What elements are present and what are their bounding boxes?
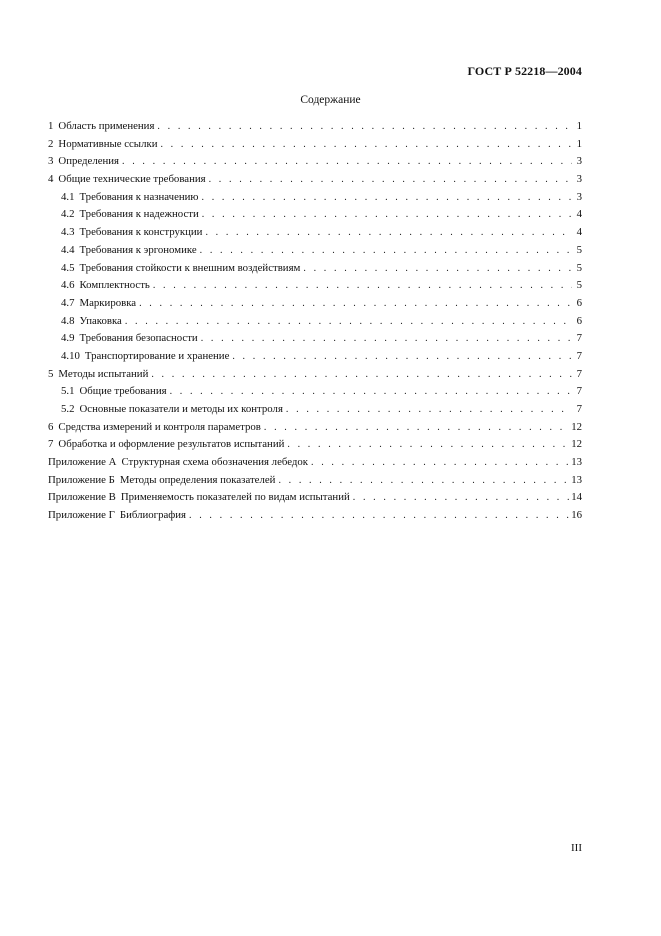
toc-dot-leader bbox=[160, 139, 572, 150]
toc-entry-label: Требования к эргономике bbox=[79, 243, 197, 256]
toc-entry[interactable] bbox=[48, 297, 582, 315]
toc-entry-page: 7 bbox=[576, 367, 582, 380]
toc-entry-text bbox=[61, 191, 199, 203]
toc-entry[interactable] bbox=[48, 120, 582, 138]
toc-entry[interactable] bbox=[48, 244, 582, 262]
toc-entry-label: Требования безопасности bbox=[79, 332, 198, 345]
toc-entry-page: 4 bbox=[576, 226, 582, 239]
toc-entry[interactable] bbox=[48, 191, 582, 209]
toc-entry-text bbox=[61, 208, 199, 220]
toc-entry-text bbox=[48, 491, 350, 503]
toc-entry[interactable] bbox=[48, 509, 582, 527]
toc-dot-leader bbox=[153, 280, 572, 291]
toc-entry[interactable] bbox=[48, 474, 582, 492]
toc-entry-text bbox=[48, 456, 308, 468]
toc-dot-leader bbox=[287, 439, 569, 450]
toc-entry-number: 4.1 bbox=[61, 190, 75, 203]
toc-dot-leader bbox=[202, 192, 573, 203]
toc-entry-page: 7 bbox=[576, 332, 582, 345]
toc-entry-number: 4.9 bbox=[61, 332, 75, 345]
toc-entry-page: 7 bbox=[576, 385, 582, 398]
toc-entry-text bbox=[48, 155, 119, 167]
toc-entry-label: Область применения bbox=[58, 120, 155, 132]
toc-entry[interactable] bbox=[48, 208, 582, 226]
toc-entry[interactable] bbox=[48, 262, 582, 280]
toc-entry-number: Приложение Г bbox=[48, 509, 115, 522]
toc-entry-label: Нормативные ссылки bbox=[58, 137, 158, 150]
toc-dot-leader bbox=[209, 174, 572, 185]
toc-entry-number: 7 bbox=[48, 438, 54, 451]
toc-dot-leader bbox=[189, 510, 569, 521]
toc-dot-leader bbox=[202, 209, 572, 220]
toc-dot-leader bbox=[311, 457, 569, 468]
toc-entry-page: 7 bbox=[576, 349, 582, 362]
toc-entry-page: 3 bbox=[576, 155, 582, 168]
toc-dot-leader bbox=[170, 386, 572, 397]
toc-entry-text bbox=[48, 474, 275, 486]
toc-entry-text bbox=[61, 297, 136, 309]
toc-entry[interactable] bbox=[48, 491, 582, 509]
toc-dot-leader bbox=[151, 369, 572, 380]
toc-entry[interactable] bbox=[48, 403, 582, 421]
toc-entry-text bbox=[48, 509, 186, 521]
toc-entry-label: Требования стойкости к внешним воздействиям bbox=[79, 261, 301, 274]
toc-dot-leader bbox=[201, 333, 572, 344]
toc-entry-page: 16 bbox=[571, 509, 582, 522]
toc-entry-page: 5 bbox=[576, 243, 582, 256]
toc-dot-leader bbox=[303, 263, 572, 274]
toc-entry[interactable] bbox=[48, 456, 582, 474]
toc-entry-number: 1 bbox=[48, 120, 54, 132]
toc-entry-label: Требования к надежности bbox=[79, 208, 199, 221]
toc-entry-text bbox=[61, 403, 283, 415]
toc-entry-number: 4.6 bbox=[61, 279, 75, 292]
toc-entry-number: 4.5 bbox=[61, 261, 75, 274]
toc-entry-page: 1 bbox=[576, 137, 582, 150]
toc-entry-text bbox=[48, 368, 148, 380]
toc-entry-label: Основные показатели и методы их контроля bbox=[79, 403, 283, 415]
toc-entry-page: 5 bbox=[576, 279, 582, 292]
toc-entry-label: Методы определения показателей bbox=[119, 473, 276, 486]
toc-entry-number: Приложение Б bbox=[48, 473, 115, 486]
toc-entry-text bbox=[48, 421, 261, 433]
toc-entry-label: Обработка и оформление результатов испытаний bbox=[58, 438, 285, 451]
toc-dot-leader bbox=[200, 245, 572, 256]
toc-entry[interactable] bbox=[48, 332, 582, 350]
toc-entry-page: 3 bbox=[576, 190, 582, 203]
toc-entry-label: Применяемость показателей по видам испытаний bbox=[120, 491, 350, 504]
toc-entry-text bbox=[61, 332, 198, 344]
toc-dot-leader bbox=[286, 404, 572, 415]
toc-dot-leader bbox=[125, 316, 572, 327]
toc-entry-number: 5.2 bbox=[61, 403, 75, 415]
toc-dot-leader bbox=[139, 298, 572, 309]
toc-entry-number: Приложение В bbox=[48, 491, 116, 504]
toc-dot-leader bbox=[264, 422, 569, 433]
toc-entry-page: 1 bbox=[576, 120, 582, 132]
toc-entry-text bbox=[48, 138, 157, 150]
toc-entry-text bbox=[61, 262, 300, 274]
toc-entry-page: 13 bbox=[571, 473, 582, 486]
toc-entry-number: 5 bbox=[48, 367, 54, 380]
toc-entry-number: 4.10 bbox=[61, 349, 80, 362]
toc-entry[interactable] bbox=[48, 350, 582, 368]
toc-entry-label: Структурная схема обозначения лебедок bbox=[121, 456, 309, 469]
toc-entry-number: 4.4 bbox=[61, 243, 75, 256]
toc-dot-leader bbox=[205, 227, 572, 238]
toc-entry-page: 12 bbox=[571, 420, 582, 433]
toc-entry-number: 4 bbox=[48, 173, 54, 186]
toc-entry-number: 3 bbox=[48, 155, 54, 168]
toc-entry-number: 5.1 bbox=[61, 385, 75, 398]
toc-entry-page: 12 bbox=[571, 438, 582, 451]
toc-entry-page: 6 bbox=[576, 296, 582, 309]
toc-dot-leader bbox=[157, 121, 572, 132]
page-number: III bbox=[571, 842, 582, 854]
toc-entry-label: Упаковка bbox=[79, 314, 122, 327]
toc-entry-page: 13 bbox=[571, 456, 582, 469]
toc-entry[interactable] bbox=[48, 279, 582, 297]
toc-entry[interactable] bbox=[48, 138, 582, 156]
toc-entry-number: 6 bbox=[48, 420, 54, 433]
toc-entry[interactable] bbox=[48, 368, 582, 386]
toc-entry-label: Транспортирование и хранение bbox=[84, 349, 230, 362]
toc-entry-page: 3 bbox=[576, 173, 582, 186]
toc-entry-text bbox=[61, 226, 202, 238]
toc-entry-label: Средства измерений и контроля параметров bbox=[58, 420, 261, 433]
toc-entry-text bbox=[61, 350, 229, 362]
toc-dot-leader bbox=[278, 475, 569, 486]
toc-entry-text bbox=[48, 438, 284, 450]
table-of-contents bbox=[48, 120, 582, 527]
toc-entry-page: 7 bbox=[576, 403, 582, 415]
toc-entry-label: Библиография bbox=[119, 509, 187, 522]
toc-dot-leader bbox=[353, 492, 569, 503]
toc-entry-label: Определения bbox=[58, 155, 120, 168]
toc-entry[interactable] bbox=[48, 155, 582, 173]
toc-entry[interactable] bbox=[48, 421, 582, 439]
toc-entry[interactable] bbox=[48, 173, 582, 191]
toc-entry-number: 4.7 bbox=[61, 296, 75, 309]
toc-entry-page: 6 bbox=[576, 314, 582, 327]
toc-entry-number: 4.2 bbox=[61, 208, 75, 221]
toc-dot-leader bbox=[232, 351, 572, 362]
toc-entry-text bbox=[61, 385, 167, 397]
toc-entry-number: 4.8 bbox=[61, 314, 75, 327]
toc-entry-page: 14 bbox=[571, 491, 582, 504]
toc-entry-text bbox=[48, 173, 206, 185]
toc-entry-number: 4.3 bbox=[61, 226, 75, 239]
toc-entry-label: Требования к конструкции bbox=[79, 226, 203, 239]
toc-entry-label: Комплектность bbox=[79, 279, 150, 292]
toc-entry-text bbox=[61, 244, 197, 256]
toc-entry-label: Методы испытаний bbox=[58, 367, 149, 380]
toc-entry-label: Требования к назначению bbox=[79, 190, 199, 203]
toc-entry[interactable] bbox=[48, 438, 582, 456]
toc-title: Содержание bbox=[300, 94, 361, 106]
toc-entry-text bbox=[61, 279, 150, 291]
toc-entry-label: Общие технические требования bbox=[58, 173, 206, 186]
toc-entry-text bbox=[61, 315, 122, 327]
toc-entry-text bbox=[48, 120, 154, 132]
toc-entry-page: 4 bbox=[576, 208, 582, 221]
toc-entry-number: 2 bbox=[48, 137, 54, 150]
document-code: ГОСТ Р 52218—2004 bbox=[467, 64, 582, 78]
toc-dot-leader bbox=[122, 156, 572, 167]
toc-entry-label: Общие требования bbox=[79, 385, 167, 398]
toc-entry[interactable] bbox=[48, 315, 582, 333]
toc-entry-number: Приложение А bbox=[48, 456, 117, 469]
toc-entry-page: 5 bbox=[576, 261, 582, 274]
toc-entry-label: Маркировка bbox=[79, 296, 137, 309]
toc-entry[interactable] bbox=[48, 226, 582, 244]
toc-entry[interactable] bbox=[48, 385, 582, 403]
